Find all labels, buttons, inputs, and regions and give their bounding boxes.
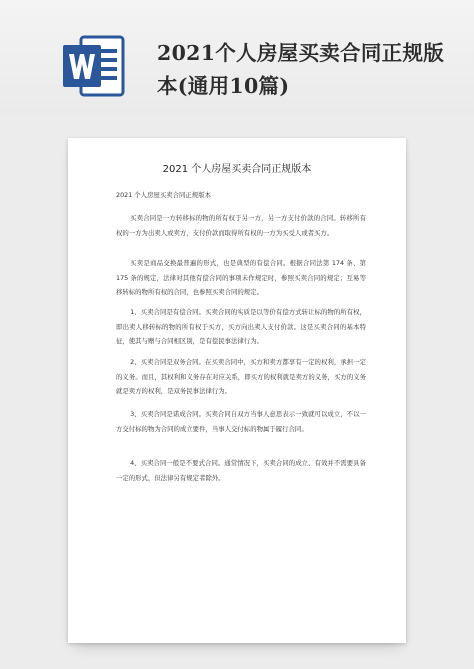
paragraph: 4、买卖合同一般是不要式合同。通常情况下，买卖合同的成立、有效并不需要具备一定的形式，但法律另有规定者除外。 xyxy=(116,459,366,482)
document-title: 2021个人房屋买卖合同正规版本(通用10篇) xyxy=(157,41,445,98)
paragraph: 3、买卖合同是诺成合同。买卖合同自双方当事人意思表示一致就可以成立，不以一方交付标的物为合同的成立要件，当事人交付标的物属于履行合同。 xyxy=(116,410,366,433)
document-header xyxy=(0,0,474,115)
document-page xyxy=(68,138,406,643)
paragraph: 买卖合同是一方转移标的物的所有权于另一方，另一方支付价款的合同。转移所有权的一方为出卖人或卖方，支付价款而取得所有权的一方为买受人或者买方。 xyxy=(116,214,366,237)
paragraph: 1、买卖合同是有偿合同。买卖合同的实质是以等价有偿方式转让标的物的所有权，即出卖人移转标的物的所有权于买方，买方向出卖人支付价款。这是买卖合同的基本特征，使其与赠与合同相区别，是有偿民事法律行为。 xyxy=(116,308,366,346)
paragraph: 2、买卖合同是双务合同。在买卖合同中，买方和卖方都享有一定的权利，承担一定的义务。而且，其权利和义务存在对应关系，即买方的权利就是卖方的义务，买方的义务就是卖方的权利，是双务民事法律行为。 xyxy=(116,358,366,396)
page-subtitle: 2021 个人房屋买卖合同正规版本 xyxy=(116,191,211,199)
paragraph: 买卖是商品交换最普遍的形式，也是典型的有偿合同。根据合同法第 174 条、第 175 条的规定，法律对其他有偿合同的事项未作规定时，参照买卖合同的规定；互易等移转标的物所有权的合同，也参照买卖合同的规定。 xyxy=(116,259,366,297)
page-title: 2021 个人房屋买卖合同正规版本 xyxy=(162,164,312,175)
word-document-icon xyxy=(61,33,127,99)
